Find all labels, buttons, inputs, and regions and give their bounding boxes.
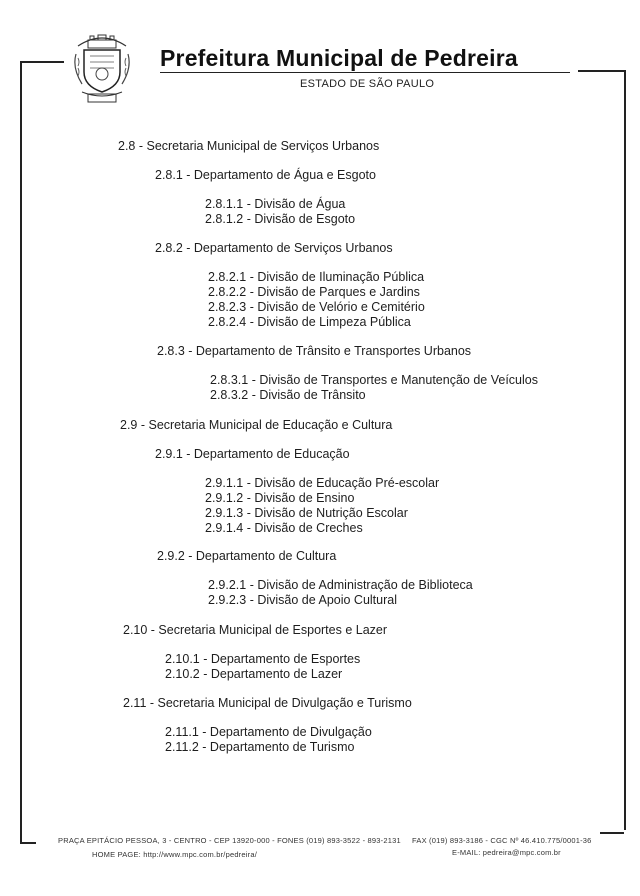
frame-rule-top-right (578, 70, 624, 72)
outline-division: 2.8.3.1 - Divisão de Transportes e Manutenção de Veículos (210, 373, 538, 387)
footer-homepage: HOME PAGE: http://www.mpc.com.br/pedreira/ (92, 850, 257, 859)
outline-department: 2.11.2 - Departamento de Turismo (165, 740, 355, 754)
page-title: Prefeitura Municipal de Pedreira (160, 45, 518, 71)
footer-address: PRAÇA EPITÁCIO PESSOA, 3 - CENTRO - CEP 13920-000 - FONES (019) 893-3522 - 893-2131 (58, 836, 401, 845)
outline-division: 2.9.2.1 - Divisão de Administração de Biblioteca (208, 578, 473, 592)
outline-division: 2.8.2.1 - Divisão de Iluminação Pública (208, 270, 425, 284)
outline-department: 2.11.1 - Departamento de Divulgação (165, 725, 372, 739)
outline-department: 2.9.2 - Departamento de Cultura (157, 549, 337, 563)
frame-rule-bottom-right (600, 832, 624, 834)
outline-division: 2.9.1.4 - Divisão de Creches (205, 521, 363, 535)
footer-email: E-MAIL: pedreira@mpc.com.br (452, 848, 561, 857)
outline-division: 2.9.1.3 - Divisão de Nutrição Escolar (205, 506, 408, 520)
outline-division: 2.8.1.2 - Divisão de Esgoto (205, 212, 356, 226)
crest-icon (70, 28, 134, 108)
outline-division: 2.8.1.1 - Divisão de Água (205, 197, 346, 211)
outline-section: 2.11 - Secretaria Municipal de Divulgação e Turismo (123, 696, 412, 710)
outline-section: 2.9 - Secretaria Municipal de Educação e Cultura (120, 418, 393, 432)
outline-division: 2.8.2.3 - Divisão de Velório e Cemitério (208, 300, 425, 314)
outline-division: 2.9.2.3 - Divisão de Apoio Cultural (208, 593, 397, 607)
outline-department: 2.8.3 - Departamento de Trânsito e Transportes Urbanos (157, 344, 472, 358)
outline-division: 2.9.1.2 - Divisão de Ensino (205, 491, 355, 505)
frame-rule-right (624, 70, 626, 830)
footer-fax: FAX (019) 893-3186 - CGC Nº 46.410.775/0001-36 (412, 836, 592, 845)
title-underline (160, 72, 570, 73)
outline-department: 2.8.2 - Departamento de Serviços Urbanos (155, 241, 393, 255)
frame-rule-bottom-left (20, 842, 36, 844)
outline-division: 2.9.1.1 - Divisão de Educação Pré-escolar (205, 476, 440, 490)
outline-department: 2.9.1 - Departamento de Educação (155, 447, 350, 461)
outline-section: 2.8 - Secretaria Municipal de Serviços Urbanos (118, 139, 380, 153)
outline-section: 2.10 - Secretaria Municipal de Esportes e Lazer (123, 623, 388, 637)
outline-department: 2.8.1 - Departamento de Água e Esgoto (155, 168, 376, 182)
frame-rule-left (20, 62, 22, 842)
outline-division: 2.8.2.2 - Divisão de Parques e Jardins (208, 285, 420, 299)
outline-department: 2.10.2 - Departamento de Lazer (165, 667, 343, 681)
frame-rule-top-left (20, 61, 64, 63)
outline-division: 2.8.2.4 - Divisão de Limpeza Pública (208, 315, 411, 329)
outline-division: 2.8.3.2 - Divisão de Trânsito (210, 388, 366, 402)
state-subtitle: ESTADO DE SÃO PAULO (300, 78, 435, 90)
outline-department: 2.10.1 - Departamento de Esportes (165, 652, 361, 666)
